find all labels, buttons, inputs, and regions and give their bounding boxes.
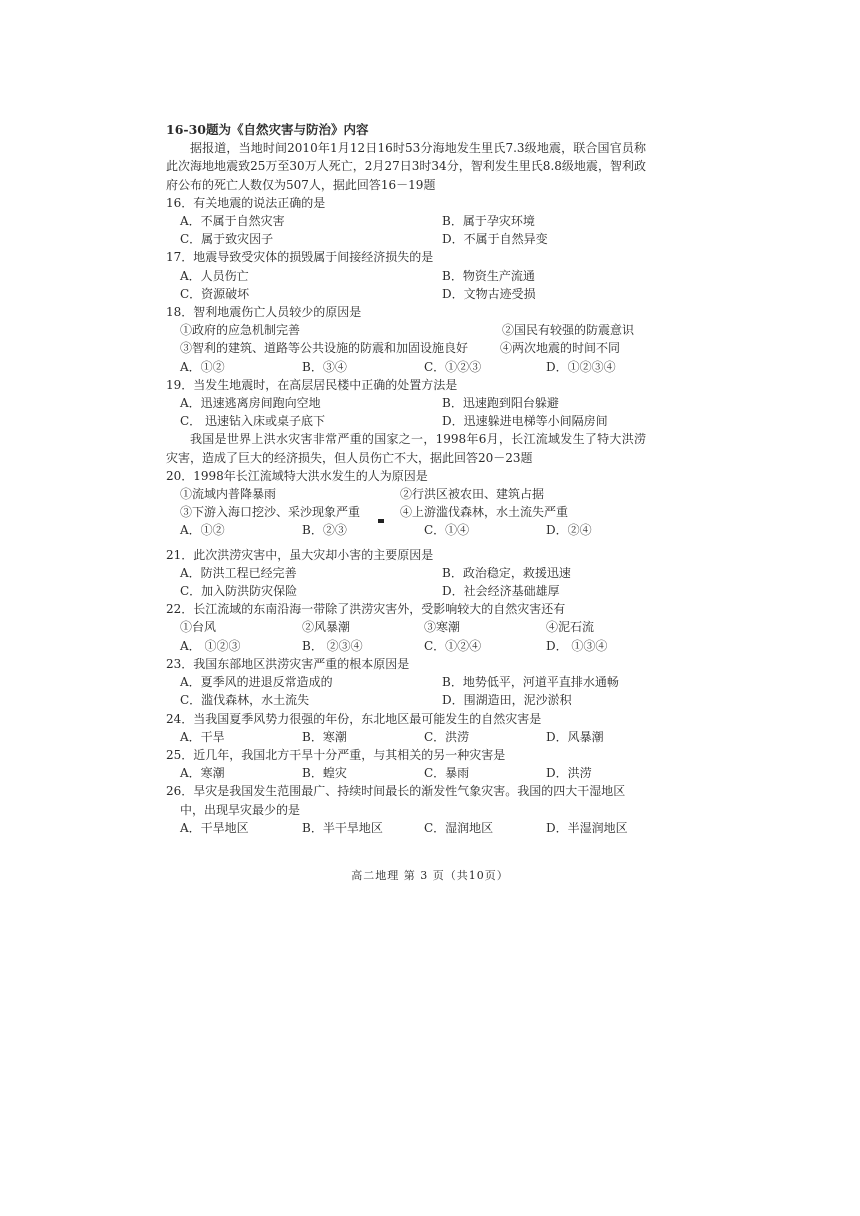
option-a: A．①② — [180, 523, 225, 538]
option-d: D．①②③④ — [546, 359, 616, 374]
statement-4: ④上游滥伐森林，水土流失严重 — [400, 505, 569, 520]
question-stem: 19．当发生地震时，在高层居民楼中正确的处置方法是 — [166, 377, 458, 392]
option-b: B．属于孕灾环境 — [442, 214, 535, 229]
question-stem: 26．旱灾是我国发生范围最广、持续时间最长的渐发性气象灾害。我国的四大干湿地区 — [166, 784, 626, 799]
question-18 — [166, 303, 646, 376]
question-stem: 23．我国东部地区洪涝灾害严重的根本原因是 — [166, 656, 410, 671]
option-row — [166, 394, 646, 412]
option-d: D．围湖造田，泥沙淤积 — [442, 693, 572, 708]
question-stem: 24．当我国夏季风势力很强的年份，东北地区最可能发生的自然灾害是 — [166, 711, 542, 726]
question-23 — [166, 655, 646, 710]
option-row — [166, 564, 646, 582]
option-c: C．湿润地区 — [424, 820, 494, 835]
option-row — [166, 819, 646, 837]
option-row — [166, 637, 646, 655]
question-22 — [166, 600, 646, 655]
option-d: D．洪涝 — [546, 766, 592, 781]
option-d: D．文物古迹受损 — [442, 286, 536, 301]
question-stem: 22．长江流域的东南沿海一带除了洪涝灾害外，受影响较大的自然灾害还有 — [166, 602, 566, 617]
option-b: B．政治稳定，救援迅速 — [442, 565, 571, 580]
option-d: D．②④ — [546, 523, 592, 538]
option-c: C．暴雨 — [424, 766, 470, 781]
question-16 — [166, 194, 646, 249]
option-a: A．不属于自然灾害 — [180, 214, 285, 229]
statement-4: ④两次地震的时间不同 — [500, 341, 621, 356]
option-row — [166, 358, 646, 376]
statement-2: ②行洪区被农田、建筑占据 — [400, 487, 545, 502]
statement-4: ④泥石流 — [546, 620, 595, 635]
option-row — [166, 728, 646, 746]
statement-row — [166, 618, 646, 636]
option-b: B．蝗灾 — [302, 766, 347, 781]
option-a: A．防洪工程已经完善 — [180, 565, 297, 580]
option-a: A．①② — [180, 359, 225, 374]
question-stem: 17．地震导致受灾体的损毁属于间接经济损失的是 — [166, 250, 434, 265]
statement-row — [166, 339, 646, 357]
option-b: B．迅速跑到阳台躲避 — [442, 396, 559, 411]
option-c: C．①②③ — [424, 359, 482, 374]
section-heading: 16-30题为《自然灾害与防治》内容 — [166, 122, 369, 137]
statement-1: ①台风 — [180, 620, 217, 635]
option-row — [166, 521, 646, 539]
question-19 — [166, 376, 646, 431]
statement-row — [166, 485, 646, 503]
option-a: A． ①②③ — [180, 638, 241, 653]
option-row — [166, 691, 646, 709]
statement-row — [166, 321, 646, 339]
statement-3: ③寒潮 — [424, 620, 461, 635]
statement-row — [166, 503, 646, 521]
passage-2: 我国是世界上洪水灾害非常严重的国家之一，1998年6月，长江流域发生了特大洪涝灾害，造成了巨大的经济损失，但人员伤亡不大，据此回答20－23题 — [166, 432, 646, 465]
option-row — [166, 267, 646, 285]
option-b: B．物资生产流通 — [442, 268, 535, 283]
option-row — [166, 582, 646, 600]
statement-2: ②风暴潮 — [302, 620, 351, 635]
option-c: C．加入防洪防灾保险 — [180, 584, 298, 599]
statement-1: ①政府的应急机制完善 — [180, 323, 301, 338]
option-b: B．③④ — [302, 359, 347, 374]
question-stem: 20．1998年长江流域特大洪水发生的人为原因是 — [166, 468, 428, 483]
question-25 — [166, 746, 646, 782]
question-stem: 21．此次洪涝灾害中，虽大灾却小害的主要原因是 — [166, 547, 434, 562]
option-c: C．属于致灾因子 — [180, 232, 274, 247]
question-17 — [166, 248, 646, 303]
page-footer: 高二地理 第 3 页（共10页） — [351, 869, 509, 882]
option-b: B．寒潮 — [302, 729, 347, 744]
option-a: A．人员伤亡 — [180, 268, 249, 283]
scan-speck — [378, 519, 384, 523]
question-26 — [166, 782, 646, 837]
option-row — [166, 212, 646, 230]
option-d: D．半湿润地区 — [546, 820, 628, 835]
option-d: D． ①③④ — [546, 638, 608, 653]
option-b: B．②③ — [302, 523, 347, 538]
option-c: C．洪涝 — [424, 729, 470, 744]
option-c: C．①④ — [424, 523, 470, 538]
option-a: A．干旱地区 — [180, 820, 249, 835]
question-stem-continued: 中，出现旱灾最少的是 — [180, 802, 301, 817]
option-row — [166, 764, 646, 782]
option-c: C．滥伐森林，水土流失 — [180, 693, 310, 708]
question-stem: 16．有关地震的说法正确的是 — [166, 195, 326, 210]
statement-3: ③下游入海口挖沙、采沙现象严重 — [180, 505, 361, 520]
option-a: A．迅速逃离房间跑向空地 — [180, 396, 321, 411]
option-a: A．夏季风的进退反常造成的 — [180, 675, 333, 690]
option-c: C． 迅速钻入床或桌子底下 — [180, 414, 325, 429]
option-b: B． ②③④ — [302, 638, 363, 653]
option-a: A．干旱 — [180, 729, 225, 744]
option-row — [166, 412, 646, 430]
question-stem: 25．近几年，我国北方干旱十分严重，与其相关的另一种灾害是 — [166, 747, 506, 762]
option-row — [166, 285, 646, 303]
option-d: D．社会经济基础雄厚 — [442, 584, 560, 599]
option-d: D．迅速躲进电梯等小间隔房间 — [442, 414, 608, 429]
option-row — [166, 673, 646, 691]
option-d: D．不属于自然异变 — [442, 232, 548, 247]
option-b: B．地势低平，河道平直排水通畅 — [442, 675, 619, 690]
option-row — [166, 230, 646, 248]
question-21 — [166, 546, 646, 601]
option-b: B．半干旱地区 — [302, 820, 383, 835]
option-c: C．资源破坏 — [180, 286, 250, 301]
option-a: A．寒潮 — [180, 766, 225, 781]
question-stem: 18．智利地震伤亡人员较少的原因是 — [166, 305, 362, 320]
question-24 — [166, 710, 646, 746]
exam-content — [166, 121, 646, 837]
statement-1: ①流域内普降暴雨 — [180, 487, 277, 502]
option-c: C．①②④ — [424, 638, 482, 653]
passage-1: 据报道，当地时间2010年1月12日16时53分海地发生里氏7.3级地震，联合国官员称此次海地地震致25万至30万人死亡，2月27日3时34分，智利发生里氏8.8级地震，智利政府公布的死亡人数仅为507人，据此回答16－19题 — [166, 141, 646, 192]
question-20 — [166, 467, 646, 540]
statement-3: ③智利的建筑、道路等公共设施的防震和加固设施良好 — [180, 341, 469, 356]
option-d: D．风暴潮 — [546, 729, 604, 744]
statement-2: ②国民有较强的防震意识 — [502, 323, 635, 338]
